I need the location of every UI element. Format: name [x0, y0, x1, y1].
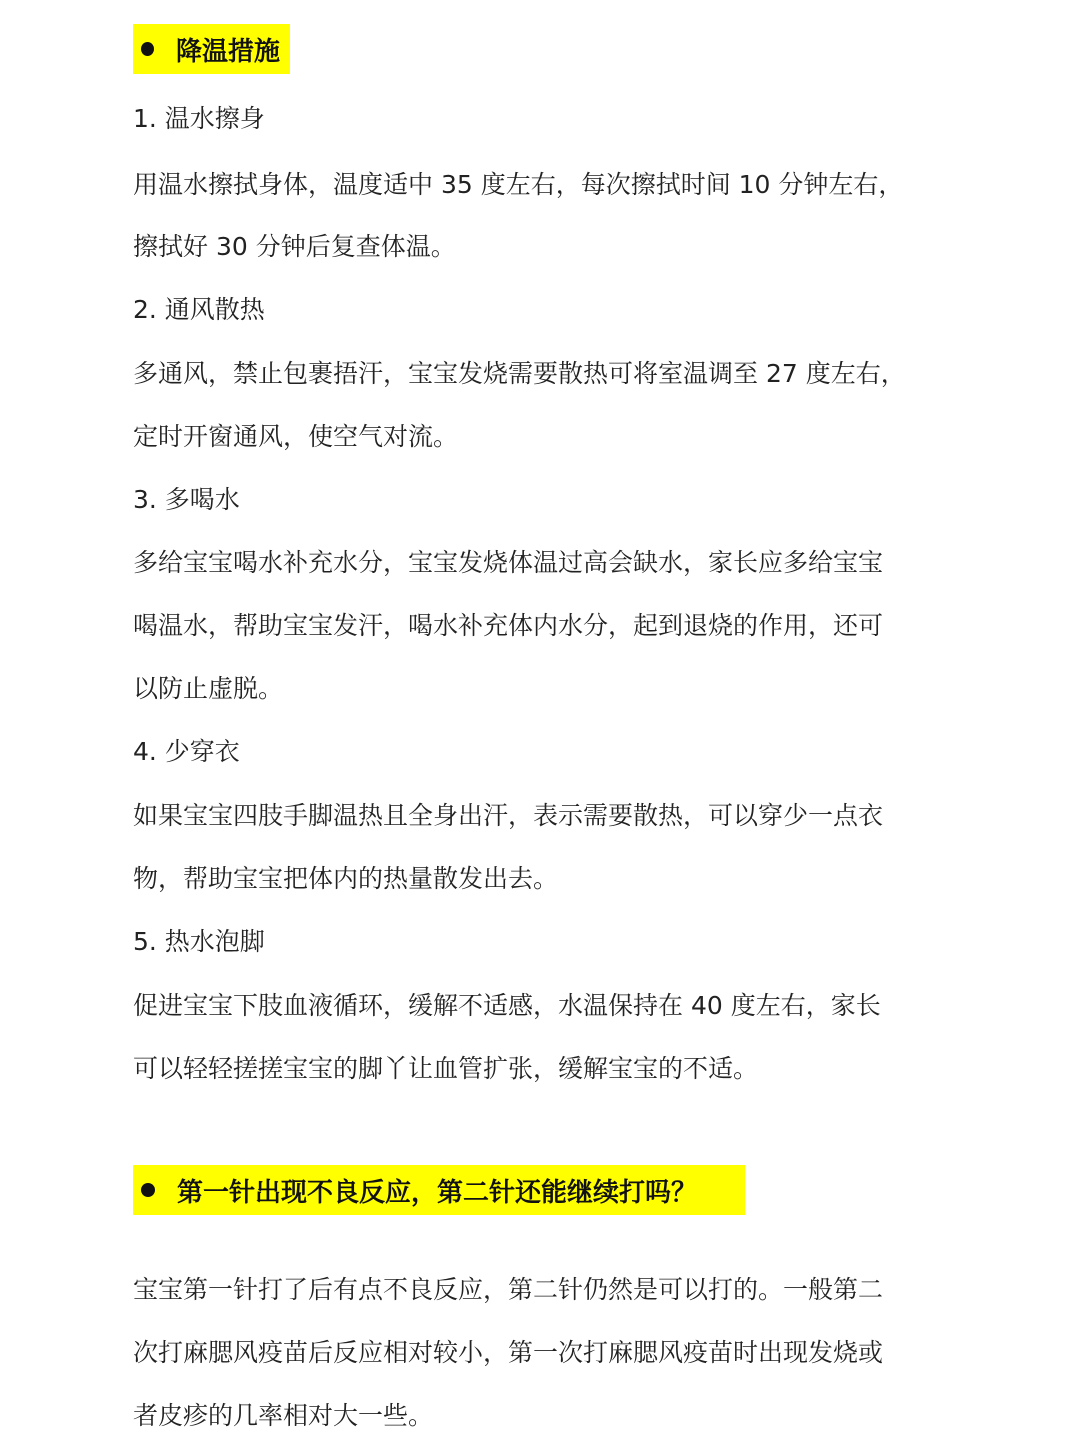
- section-heading-second-dose: [133, 1165, 745, 1215]
- paragraph-line: 物，帮助宝宝把体内的热量散发出去。: [133, 864, 559, 893]
- paragraph-line: 可以轻轻搓搓宝宝的脚丫让血管扩张，缓解宝宝的不适。: [133, 1054, 759, 1083]
- bullet-icon: [141, 42, 154, 56]
- paragraph-line: 促进宝宝下肢血液循环，缓解不适感，水温保持在 40 度左右，家长: [133, 991, 881, 1020]
- section-heading-cooling: [133, 24, 290, 74]
- paragraph-line: 多通风，禁止包裹捂汗，宝宝发烧需要散热可将室温调至 27 度左右，: [133, 359, 906, 388]
- paragraph-line: 如果宝宝四肢手脚温热且全身出汗，表示需要散热，可以穿少一点衣: [133, 801, 884, 830]
- item-title: 4. 少穿衣: [133, 737, 240, 766]
- paragraph-line: 定时开窗通风，使空气对流。: [133, 422, 459, 451]
- paragraph-line: 以防止虚脱。: [133, 674, 284, 703]
- paragraph-line: 多给宝宝喝水补充水分，宝宝发烧体温过高会缺水，家长应多给宝宝: [133, 548, 884, 577]
- item-title: 3. 多喝水: [133, 485, 240, 514]
- bullet-icon: [141, 1183, 155, 1197]
- item-title: 2. 通风散热: [133, 295, 265, 324]
- section-heading-text: 第一针出现不良反应，第二针还能继续打吗？: [177, 1177, 698, 1208]
- paragraph-line: 用温水擦拭身体，温度适中 35 度左右，每次擦拭时间 10 分钟左右，: [133, 170, 904, 199]
- paragraph-line: 擦拭好 30 分钟后复查体温。: [133, 232, 456, 261]
- section-heading-text: 降温措施: [175, 36, 280, 67]
- item-title: 5. 热水泡脚: [133, 927, 265, 956]
- paragraph-line: 次打麻腮风疫苗后反应相对较小，第一次打麻腮风疫苗时出现发烧或: [133, 1338, 884, 1367]
- paragraph-line: 喝温水，帮助宝宝发汗，喝水补充体内水分，起到退烧的作用，还可: [133, 611, 884, 640]
- paragraph-line: 者皮疹的几率相对大一些。: [133, 1401, 434, 1430]
- item-title: 1. 温水擦身: [133, 104, 265, 133]
- paragraph-line: 宝宝第一针打了后有点不良反应，第二针仍然是可以打的。一般第二: [133, 1275, 884, 1304]
